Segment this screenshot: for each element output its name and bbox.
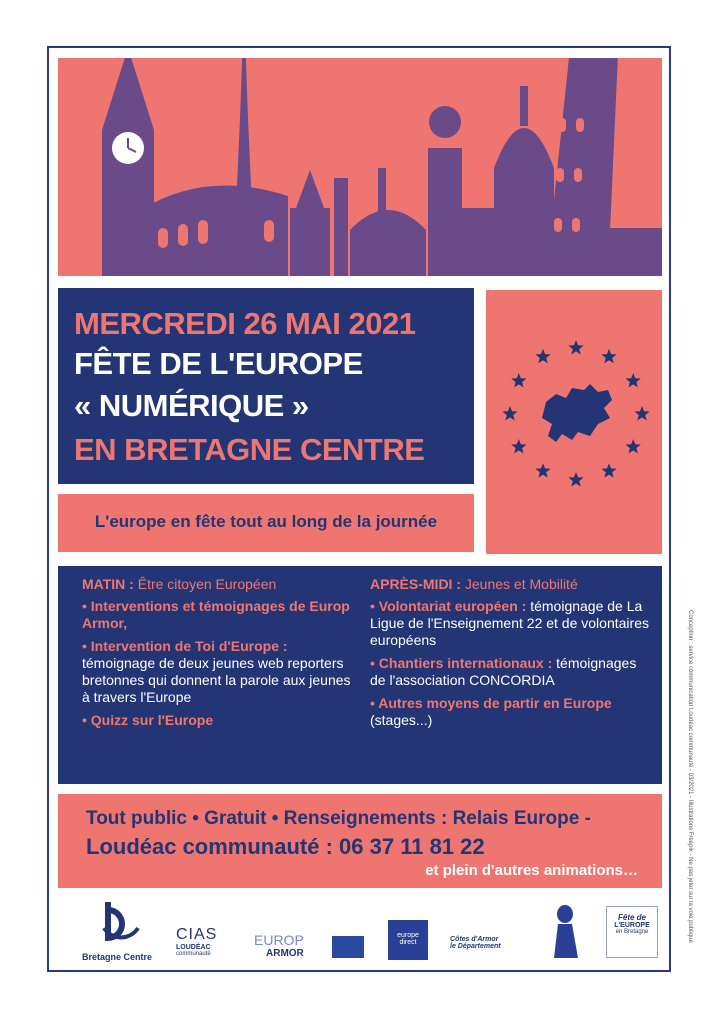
- eu-star-icon: [511, 439, 526, 454]
- program-item: [82, 638, 352, 706]
- tagline-banner: [58, 494, 474, 552]
- tagline-text: L'europe en fête tout au long de la journée: [94, 512, 438, 531]
- morning-column: [82, 576, 352, 735]
- program-item-title: • Chantiers internationaux :: [370, 655, 553, 671]
- morning-label: MATIN :: [82, 576, 134, 592]
- contact-phone: Loudéac communauté : 06 37 11 81 22: [86, 834, 485, 859]
- fete-europe-logo: [606, 906, 658, 958]
- fete-europe-label: L'EUROPE: [614, 922, 650, 929]
- eu-star-icon: [535, 463, 550, 477]
- europe-direct-label: europe direct: [397, 932, 419, 946]
- program-item-description: (stages...): [370, 712, 433, 728]
- morning-theme: Être citoyen Européen: [137, 576, 277, 592]
- program-item-title: • Quizz sur l'Europe: [82, 712, 214, 728]
- cotes-armor-sub: le Département: [450, 943, 501, 950]
- program-item-title: • Interventions et témoignages de Europ Armor,: [82, 598, 350, 631]
- program-block: [58, 566, 662, 784]
- credits-text: Conception : service communication Loudéac communauté - 03/2021 - Illustrations Freepik - Ne pas jeter sur la voie publique: [687, 610, 693, 943]
- domed-building: [350, 210, 426, 276]
- dome-lantern: [520, 86, 528, 126]
- europe-monuments-illustration: [58, 58, 662, 276]
- bretagne-centre-logo: [78, 898, 153, 964]
- cias-city: LOUDÉAC: [176, 944, 211, 951]
- europe-map-icon: [542, 384, 612, 442]
- morning-heading: [82, 576, 352, 593]
- afternoon-theme: Jeunes et Mobilité: [464, 576, 578, 592]
- eu-star-icon: [535, 349, 550, 364]
- audience-info: Tout public • Gratuit • Renseignements : Relais Europe -: [86, 808, 591, 829]
- eu-star-icon: [634, 406, 649, 421]
- europ-armor-sub: ARMOR: [266, 948, 304, 959]
- program-item-title: • Intervention de Toi d'Europe :: [82, 638, 288, 654]
- fete-label: Fête de: [617, 913, 646, 922]
- building-left-spire: [296, 170, 324, 208]
- program-item-title: • Autres moyens de partir en Europe: [370, 695, 612, 711]
- program-item: [370, 695, 654, 729]
- event-location: EN BRETAGNE CENTRE: [74, 432, 425, 467]
- more-activities-note: et plein d'autres animations…: [425, 862, 638, 879]
- hero-skyline-banner: [58, 58, 662, 276]
- statue-column: [428, 148, 462, 276]
- program-item: [370, 655, 654, 689]
- cias-community: communauté: [176, 951, 211, 957]
- program-item-title: • Volontariat européen :: [370, 598, 527, 614]
- bretagne-centre-label: Bretagne Centre: [82, 952, 153, 962]
- eu-star-icon: [502, 406, 517, 421]
- big-ben-spire: [102, 58, 154, 130]
- program-item-description: témoignage de deux jeunes web reporters bretonnes qui donnent la parole aux jeunes à travers l'Europe: [82, 655, 351, 705]
- eu-star-icon: [568, 340, 583, 355]
- cias-logo: [176, 926, 232, 957]
- title-block: [58, 288, 474, 484]
- event-date: MERCREDI 26 MAI 2021: [74, 306, 416, 341]
- eu-star-icon: [626, 439, 641, 454]
- partner-logos: [58, 896, 662, 968]
- info-banner: [58, 794, 662, 888]
- domed-building-spire: [378, 168, 386, 230]
- program-item: [82, 712, 352, 729]
- eu-star-icon: [511, 373, 526, 388]
- afternoon-label: APRÈS-MIDI :: [370, 576, 461, 592]
- program-item: [370, 598, 654, 649]
- eu-stars-panel: [486, 290, 662, 554]
- character-illustration-logo: [548, 902, 582, 958]
- tower-thin: [334, 178, 348, 276]
- event-name: FÊTE DE L'EUROPE: [74, 346, 363, 381]
- eu-flag-icon: [332, 936, 364, 958]
- credits-vertical: [683, 610, 693, 950]
- program-item-description: témoignage de La Ligue de l'Enseignement 22 et de volontaires européens: [370, 598, 649, 648]
- afternoon-column: [370, 576, 654, 735]
- eu-star-icon: [601, 463, 616, 477]
- mascot-icon: [548, 902, 582, 958]
- bretagne-centre-b-icon: [78, 898, 148, 948]
- eu-star-icon: [568, 472, 583, 487]
- program-item: [82, 598, 352, 632]
- building-right: [606, 228, 662, 276]
- europe-direct-logo: [388, 920, 428, 960]
- eu-star-icon: [601, 349, 616, 364]
- program-item-description: témoignages de l'association CONCORDIA: [370, 655, 637, 688]
- cathedral-dome: [494, 128, 554, 276]
- building-left: [290, 208, 330, 276]
- afternoon-heading: [370, 576, 654, 593]
- cotes-armor-label: Côtes d'Armor: [450, 936, 499, 943]
- statue-figure: [429, 106, 461, 138]
- cotes-armor-logo: [450, 936, 526, 950]
- cias-label: CIAS: [176, 926, 218, 943]
- eu-star-icon: [626, 373, 641, 388]
- europ-armor-label: EUROP: [254, 932, 304, 948]
- eu-stars-circle: [486, 290, 662, 554]
- event-subtitle: « NUMÉRIQUE »: [74, 388, 309, 423]
- fete-region-label: en Bretagne: [615, 929, 649, 935]
- europ-armor-logo: [254, 932, 328, 959]
